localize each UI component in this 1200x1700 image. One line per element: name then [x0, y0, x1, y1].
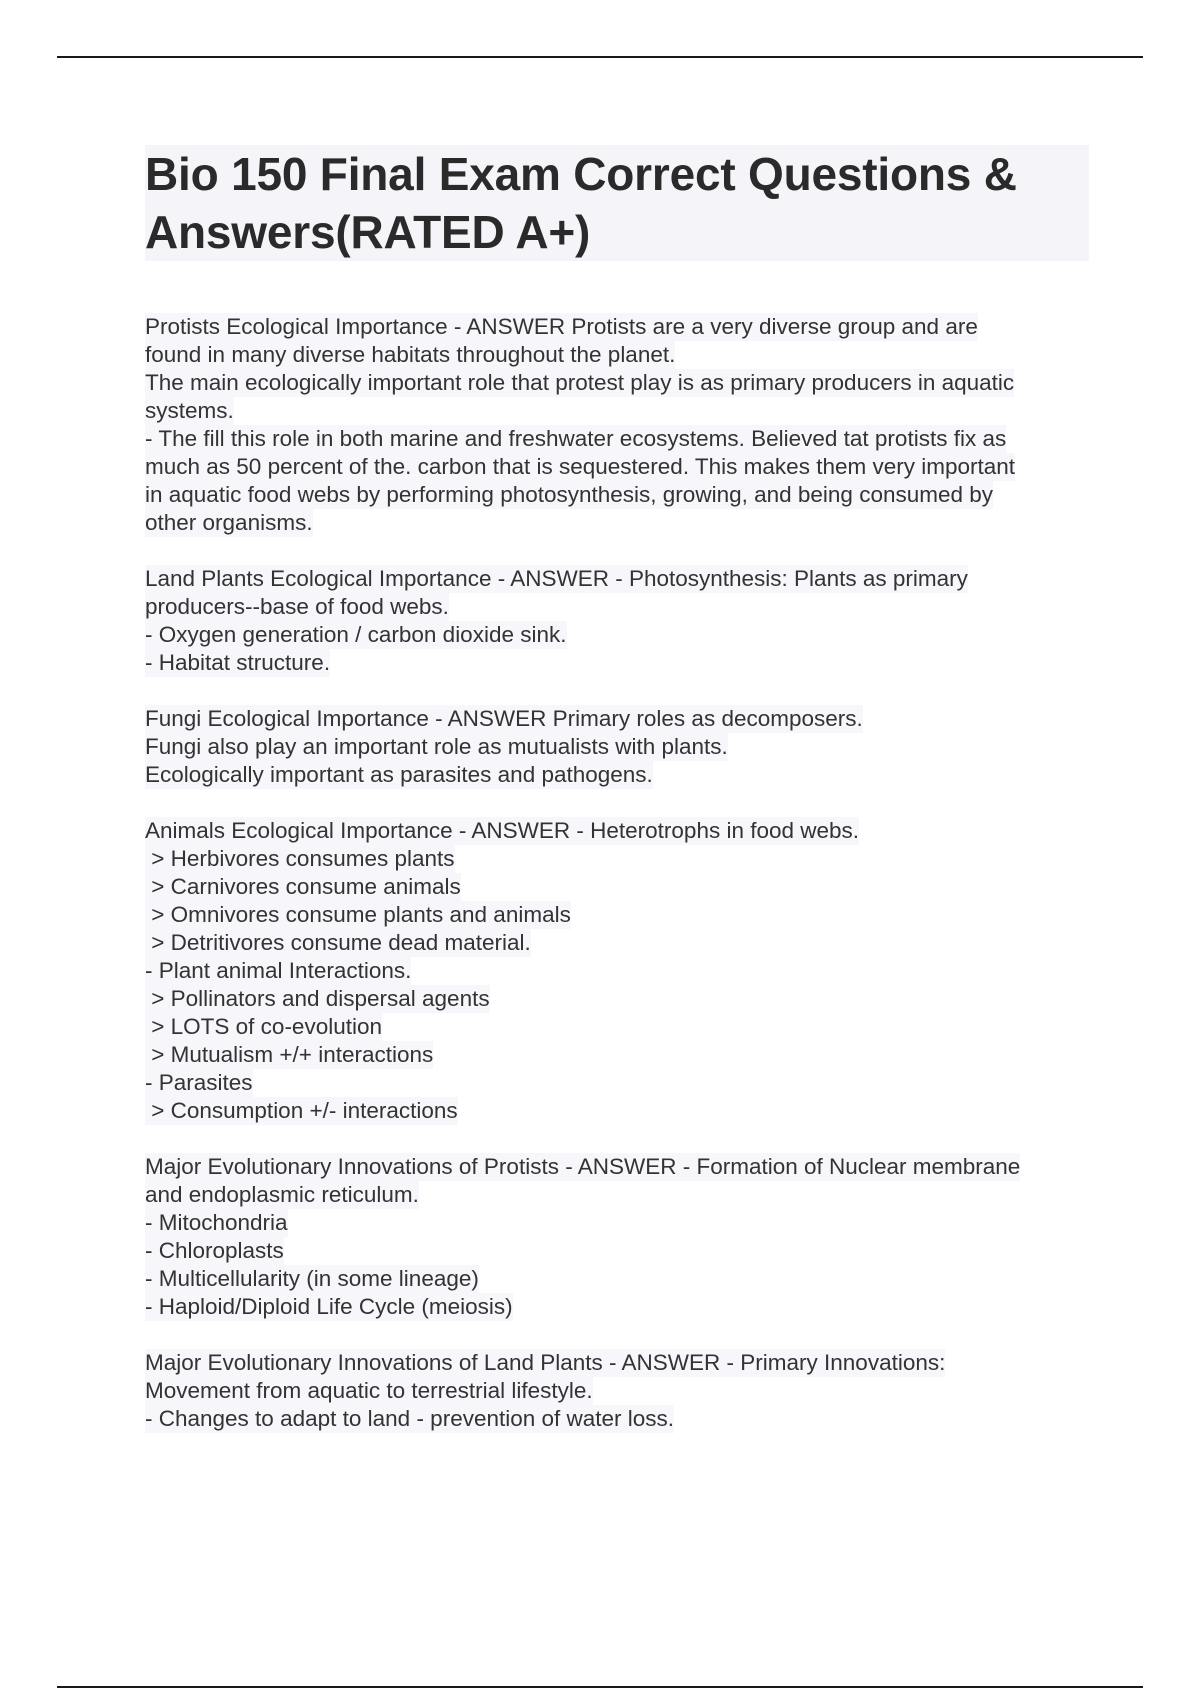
qa-line: - Changes to adapt to land - prevention of water loss.	[145, 1406, 675, 1431]
qa-line: and endoplasmic reticulum.	[145, 1182, 419, 1207]
qa-item-animals-ecology	[145, 817, 1105, 1125]
qa-line: Land Plants Ecological Importance - ANSWER - Photosynthesis: Plants as primary	[145, 566, 968, 591]
qa-line: > Consumption +/- interactions	[145, 1098, 458, 1123]
qa-line: > Detritivores consume dead material.	[145, 930, 531, 955]
qa-line: > Pollinators and dispersal agents	[145, 986, 490, 1011]
qa-line: - The fill this role in both marine and freshwater ecosystems. Believed tat protists fix as	[145, 426, 1007, 451]
qa-list	[145, 313, 1105, 1461]
qa-line: - Habitat structure.	[145, 650, 331, 675]
qa-line: > Omnivores consume plants and animals	[145, 902, 571, 927]
qa-line: Protists Ecological Importance - ANSWER Protists are a very diverse group and are	[145, 314, 978, 339]
qa-line: Major Evolutionary Innovations of Protists - ANSWER - Formation of Nuclear membrane	[145, 1154, 1021, 1179]
qa-item-land-plants-ecology	[145, 565, 1105, 677]
qa-line: - Haploid/Diploid Life Cycle (meiosis)	[145, 1294, 513, 1319]
qa-line: Fungi also play an important role as mutualists with plants.	[145, 734, 728, 759]
qa-item-land-plant-innovations	[145, 1349, 1105, 1433]
qa-line: Movement from aquatic to terrestrial lifestyle.	[145, 1378, 593, 1403]
qa-line: Major Evolutionary Innovations of Land Plants - ANSWER - Primary Innovations:	[145, 1350, 946, 1375]
qa-line: Animals Ecological Importance - ANSWER - Heterotrophs in food webs.	[145, 818, 860, 843]
page-bottom-rule	[57, 1686, 1143, 1688]
qa-line: - Plant animal Interactions.	[145, 958, 412, 983]
qa-line: Fungi Ecological Importance - ANSWER Primary roles as decomposers.	[145, 706, 863, 731]
qa-line: systems.	[145, 398, 234, 423]
qa-line: - Multicellularity (in some lineage)	[145, 1266, 479, 1291]
qa-line: much as 50 percent of the. carbon that is sequestered. This makes them very important	[145, 454, 1016, 479]
qa-line: - Chloroplasts	[145, 1238, 284, 1263]
qa-item-fungi-ecology	[145, 705, 1105, 789]
qa-item-protist-innovations	[145, 1153, 1105, 1321]
qa-line: - Oxygen generation / carbon dioxide sink.	[145, 622, 567, 647]
title-block	[145, 145, 1089, 261]
qa-line: found in many diverse habitats throughout the planet.	[145, 342, 676, 367]
qa-line: - Parasites	[145, 1070, 253, 1095]
qa-line: > Mutualism +/+ interactions	[145, 1042, 434, 1067]
qa-line: Ecologically important as parasites and pathogens.	[145, 762, 653, 787]
qa-line: in aquatic food webs by performing photosynthesis, growing, and being consumed by	[145, 482, 994, 507]
qa-item-protists-ecology	[145, 313, 1105, 537]
qa-line: > Carnivores consume animals	[145, 874, 461, 899]
document-title: Bio 150 Final Exam Correct Questions & Answers(RATED A+)	[145, 148, 1017, 258]
qa-line: > Herbivores consumes plants	[145, 846, 455, 871]
page-top-rule	[57, 56, 1143, 58]
qa-line: The main ecologically important role that protest play is as primary producers in aquatic	[145, 370, 1015, 395]
qa-line: producers--base of food webs.	[145, 594, 449, 619]
qa-line: > LOTS of co-evolution	[145, 1014, 382, 1039]
qa-line: other organisms.	[145, 510, 313, 535]
qa-line: - Mitochondria	[145, 1210, 288, 1235]
